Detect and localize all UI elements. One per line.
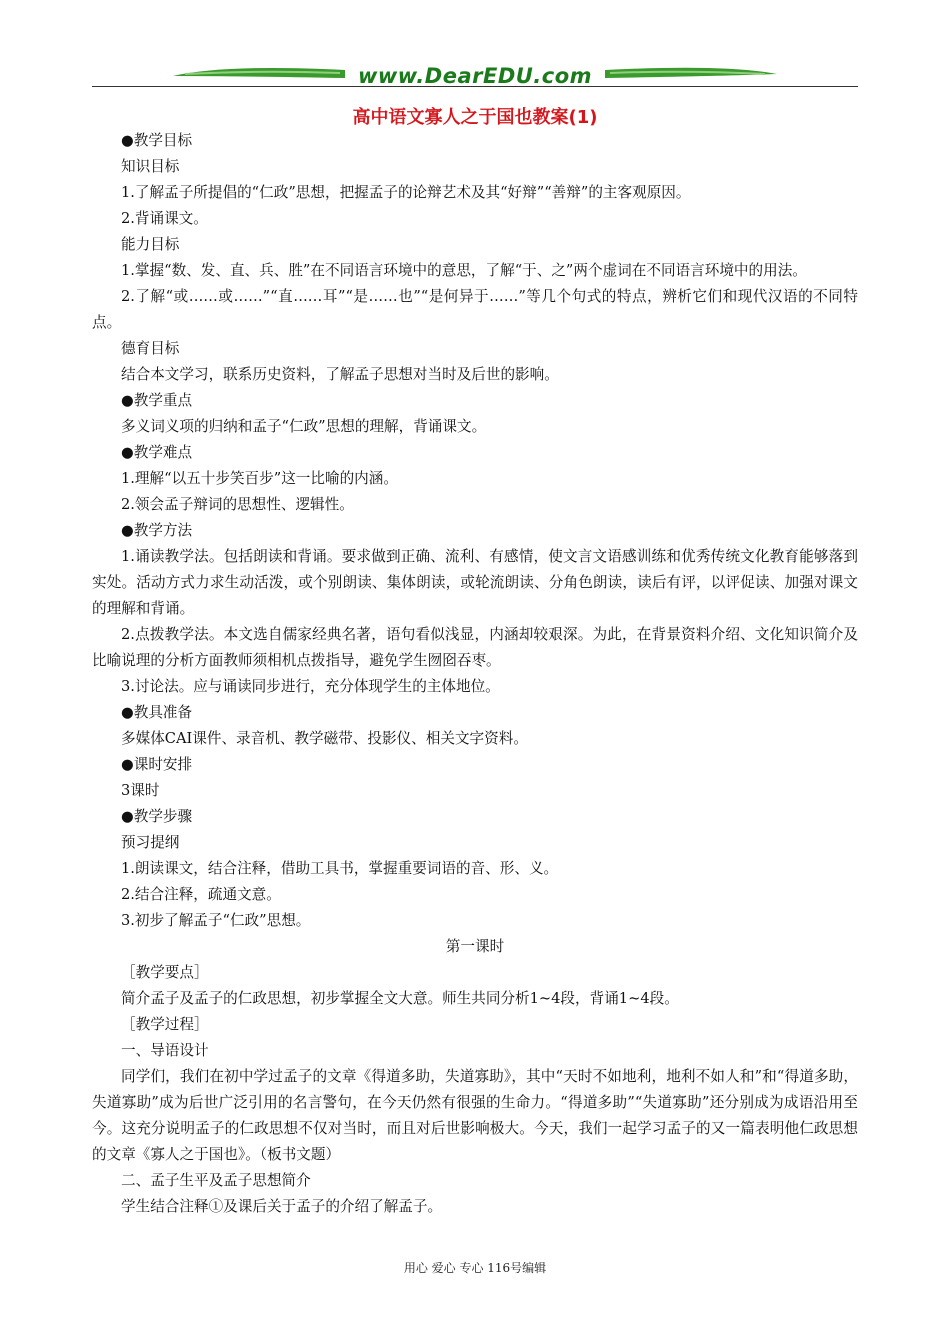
section-heading: ●教学方法 bbox=[121, 522, 193, 539]
subheading: 一、导语设计 bbox=[121, 1042, 209, 1059]
section-heading: ●教学重点 bbox=[121, 392, 193, 409]
page-title: 高中语文寡人之于国也教案(1) bbox=[352, 107, 598, 128]
section-heading: ●教学难点 bbox=[121, 444, 193, 461]
paragraph: 1.朗读课文，结合注释，借助工具书，掌握重要词语的音、形、义。 bbox=[121, 860, 559, 877]
paragraph: 1.诵读教学法。包括朗读和背诵。要求做到正确、流利、有感情，使文言文语感训练和优秀传统文化教育能够落到实处。活动方式力求生动活泼，或个别朗读、集体朗读，或轮流朗读、分角色朗读，读后有评，以评促读、加强对课文的理解和背诵。 bbox=[92, 548, 858, 617]
paragraph: 多义词义项的归纳和孟子“仁政”思想的理解，背诵课文。 bbox=[121, 418, 487, 435]
paragraph: 多媒体CAI课件、录音机、教学磁带、投影仪、相关文字资料。 bbox=[121, 730, 528, 747]
subheading: ［教学过程］ bbox=[121, 1016, 209, 1033]
section-heading: ●教学步骤 bbox=[121, 808, 193, 825]
logo-text: www.DearEDU.com bbox=[357, 64, 593, 88]
paragraph: 1.掌握“数、发、直、兵、胜”在不同语言环境中的意思，了解“于、之”两个虚词在不同语言环境中的用法。 bbox=[121, 262, 807, 279]
subheading: 德育目标 bbox=[121, 340, 180, 357]
site-logo bbox=[165, 62, 785, 96]
paragraph: 3.初步了解孟子“仁政”思想。 bbox=[121, 912, 311, 929]
section-heading: ●教具准备 bbox=[121, 704, 193, 721]
section-heading: ●教学目标 bbox=[121, 132, 193, 149]
paragraph: 简介孟子及孟子的仁政思想，初步掌握全文大意。师生共同分析1~4段，背诵1~4段。 bbox=[121, 990, 679, 1007]
paragraph: 3课时 bbox=[121, 782, 160, 799]
page-footer: 用心 爱心 专心 116号编辑 bbox=[403, 1261, 547, 1275]
section-heading: ●课时安排 bbox=[121, 756, 193, 773]
subheading: 知识目标 bbox=[121, 158, 180, 175]
paragraph: 1.理解“以五十步笑百步”这一比喻的内涵。 bbox=[121, 470, 398, 487]
paragraph: 2.背诵课文。 bbox=[121, 210, 208, 227]
paragraph: 结合本文学习，联系历史资料，了解孟子思想对当时及后世的影响。 bbox=[121, 366, 559, 383]
lesson-heading: 第一课时 bbox=[445, 938, 505, 955]
paragraph: 同学们，我们在初中学过孟子的文章《得道多助，失道寡助》，其中“天时不如地利，地利不如人和”和“得道多助，失道寡助”成为后世广泛引用的名言警句，在今天仍然有很强的生命力。“得道多助”“失道寡助”还分别成为成语沿用至今。这充分说明孟子的仁政思想不仅对当时，而且对后世影响极大。今天，我们一起学习孟子的又一篇表明他仁政思想的文章《寡人之于国也》。（板书文题） bbox=[92, 1068, 858, 1163]
document-body bbox=[92, 128, 858, 1220]
subheading: ［教学要点］ bbox=[121, 964, 209, 981]
subheading: 预习提纲 bbox=[121, 834, 180, 851]
paragraph: 1.了解孟子所提倡的“仁政”思想，把握孟子的论辩艺术及其“好辩”“善辩”的主客观原因。 bbox=[121, 184, 691, 201]
paragraph: 学生结合注释①及课后关于孟子的介绍了解孟子。 bbox=[121, 1198, 443, 1215]
paragraph: 3.讨论法。应与诵读同步进行，充分体现学生的主体地位。 bbox=[121, 678, 500, 695]
paragraph: 2.结合注释，疏通文意。 bbox=[121, 886, 281, 903]
paragraph: 2.点拨教学法。本文选自儒家经典名著，语句看似浅显，内涵却较艰深。为此，在背景资料介绍、文化知识简介及比喻说理的分析方面教师须相机点拨指导，避免学生囫囵吞枣。 bbox=[92, 626, 858, 669]
paragraph: 2.领会孟子辩词的思想性、逻辑性。 bbox=[121, 496, 354, 513]
subheading: 二、孟子生平及孟子思想简介 bbox=[121, 1172, 311, 1189]
paragraph: 2.了解“或……或……”“直……耳”“是……也”“是何异于……”等几个句式的特点，辨析它们和现代汉语的不同特点。 bbox=[92, 288, 858, 331]
subheading: 能力目标 bbox=[121, 236, 180, 253]
